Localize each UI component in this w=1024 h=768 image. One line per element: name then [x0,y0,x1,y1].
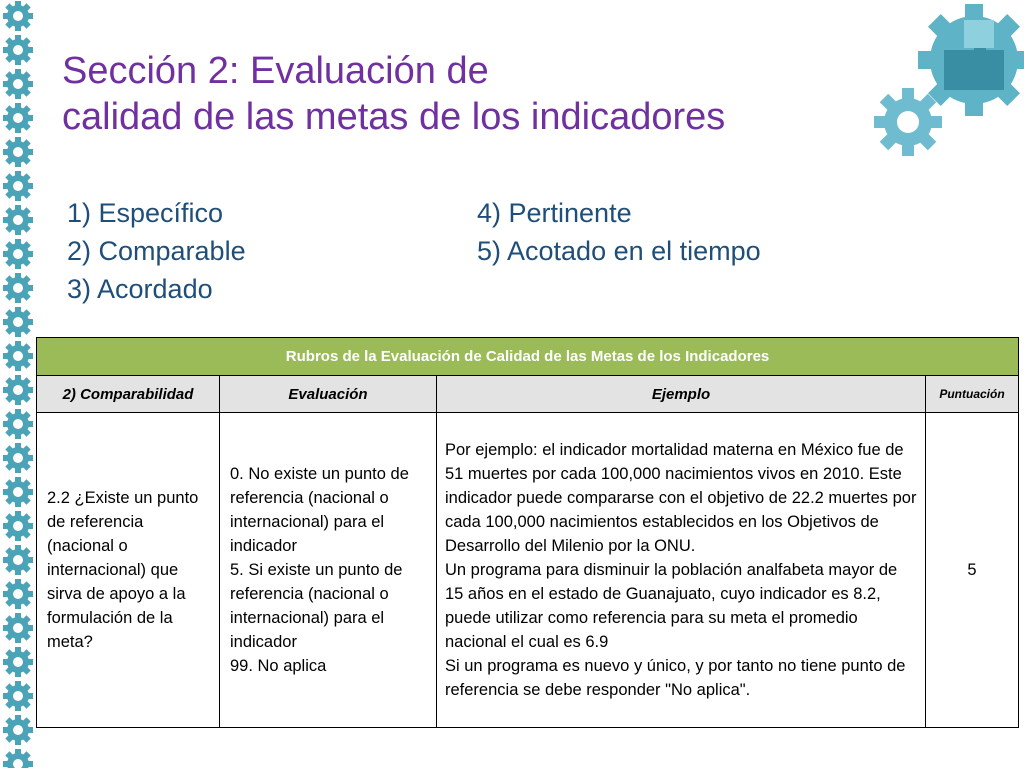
title-line-2: calidad de las metas de los indicadores [62,96,726,138]
table-banner-row [37,338,1019,376]
criteria-column-right [477,194,761,270]
gear-icon [3,341,33,371]
header-evaluacion: Evaluación [220,376,437,413]
title-line-1: Sección 2: Evaluación de [62,50,489,92]
puzzle-gears-icon [864,0,1024,170]
header-comparabilidad: 2) Comparabilidad [37,376,220,413]
evaluation-option: 0. No existe un punto de referencia (nacional o internacional) para el indicador [230,465,409,555]
rubric-table [36,337,1019,728]
header-ejemplo: Ejemplo [437,376,926,413]
criteria-item: 4) Pertinente [477,198,632,228]
gear-icon [3,443,33,473]
page-title [62,48,882,140]
criteria-item: 3) Acordado [67,274,213,304]
gear-icon [3,273,33,303]
gear-icon [3,409,33,439]
gear-icon [3,681,33,711]
example-paragraph: Por ejemplo: el indicador mortalidad materna en México fue de 51 muertes por cada 100,000 nacimientos vivos en 2010. Este indicador puede compararse con el objetivo de 22.2 muertes por cada 100,000 nacimientos establecidos en los Objetivos de Desarrollo del Milenio por la ONU. [445,441,917,555]
evaluation-option: 99. No aplica [230,657,327,675]
example-cell [437,413,926,728]
criteria-column-left [67,194,246,308]
question-cell: 2.2 ¿Existe un punto de referencia (nacional o internacional) que sirva de apoyo a la formulación de la meta? [37,413,220,728]
criteria-item: 1) Específico [67,198,224,228]
criteria-item: 5) Acotado en el tiempo [477,236,761,266]
gear-icon [3,205,33,235]
gear-icon [3,103,33,133]
gear-icon [3,715,33,745]
gear-icon [3,647,33,677]
table-header-row [37,376,1019,413]
score-cell: 5 [926,413,1019,728]
gear-border-icon [0,0,40,768]
table-banner: Rubros de la Evaluación de Calidad de las Metas de los Indicadores [37,338,1019,376]
gear-icon [3,477,33,507]
gear-icon [3,171,33,201]
example-paragraph: Un programa para disminuir la población analfabeta mayor de 15 años en el estado de Guanajuato, cuyo indicador es 8.2, puede utilizar como referencia para su meta el promedio nacional el cual es 6.9 [445,561,898,651]
evaluation-cell [220,413,437,728]
gear-icon [3,137,33,167]
evaluation-option: 5. Si existe un punto de referencia (nacional o internacional) para el indicador [230,561,403,651]
gear-icon [3,307,33,337]
header-puntuacion: Puntuación [926,376,1019,413]
gear-icon [3,375,33,405]
gear-icon [3,545,33,575]
gear-icon [3,749,33,768]
gear-icon [3,1,33,31]
gear-icon [3,511,33,541]
gear-icon [3,613,33,643]
gear-icon [3,239,33,269]
table-row [37,413,1019,728]
gear-icon [3,579,33,609]
gear-icon [3,69,33,99]
criteria-item: 2) Comparable [67,236,246,266]
gear-icon [3,35,33,65]
example-paragraph: Si un programa es nuevo y único, y por tanto no tiene punto de referencia se debe responder "No aplica". [445,657,906,699]
